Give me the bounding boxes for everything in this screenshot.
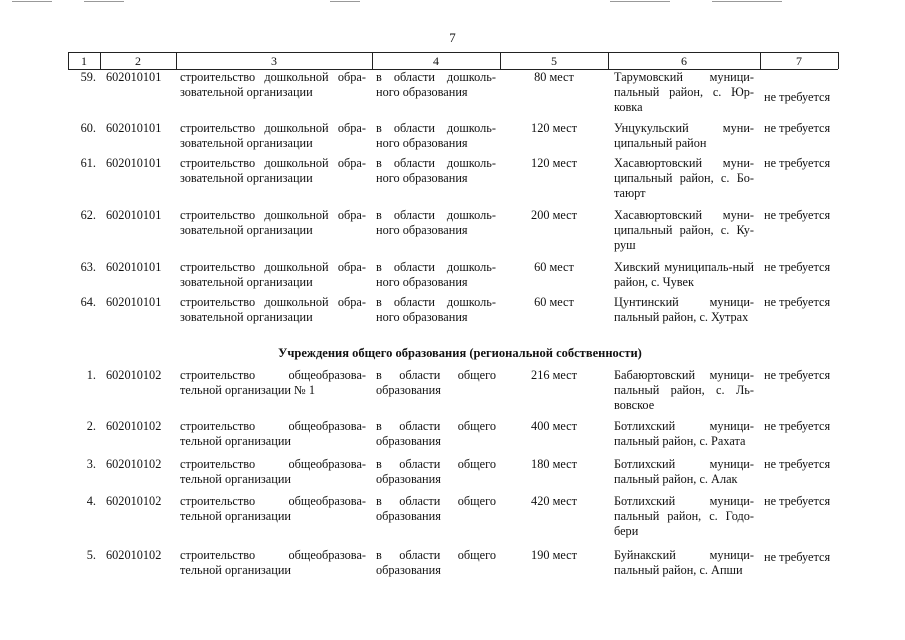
row-area: в области дошколь-ного образования: [376, 208, 496, 237]
table-row: [0, 494, 905, 546]
table-row: [0, 368, 905, 418]
scan-mark: [330, 1, 360, 2]
row-requirement: не требуется: [764, 156, 831, 170]
row-capacity: 80 мест: [534, 70, 574, 84]
row-number: 1.: [86, 368, 96, 382]
row-number: 64.: [80, 295, 96, 309]
row-location: Тарумовский муници-пальный район, с. Юр-ковка: [614, 70, 754, 114]
scan-mark: [12, 1, 52, 2]
row-area: в области общего образования: [376, 419, 496, 448]
row-name: строительство общеобразова-тельной организации: [180, 419, 366, 448]
row-requirement: не требуется: [764, 208, 831, 222]
scan-mark: [84, 1, 124, 2]
row-code: 602010102: [106, 494, 162, 508]
row-number: 63.: [80, 260, 96, 274]
row-capacity: 400 мест: [531, 419, 577, 433]
row-location: Хасавюртовский муни-ципальный район, с. Бо-таюрт: [614, 156, 754, 200]
row-area: в области дошколь-ного образования: [376, 295, 496, 324]
row-area: в области общего образования: [376, 368, 496, 397]
row-name: строительство дошкольной обра-зовательной организации: [180, 295, 366, 324]
row-capacity: 180 мест: [531, 457, 577, 471]
row-capacity: 200 мест: [531, 208, 577, 222]
row-name: строительство общеобразова-тельной организации: [180, 494, 366, 523]
row-code: 602010101: [106, 121, 162, 135]
row-code: 602010102: [106, 548, 162, 562]
row-number: 2.: [86, 419, 96, 433]
row-location: Ботлихский муници-пальный район, с. Годо-бери: [614, 494, 754, 538]
row-name: строительство общеобразова-тельной организации № 1: [180, 368, 366, 397]
row-number: 3.: [86, 457, 96, 471]
row-capacity: 120 мест: [531, 156, 577, 170]
row-area: в области общего образования: [376, 548, 496, 577]
row-requirement: не требуется: [764, 295, 831, 309]
row-code: 602010101: [106, 260, 162, 274]
header-cell: 1: [81, 54, 87, 68]
row-capacity: 190 мест: [531, 548, 577, 562]
table-row: [0, 548, 905, 584]
row-number: 62.: [80, 208, 96, 222]
header-cell: 4: [433, 54, 439, 68]
row-area: в области общего образования: [376, 457, 496, 486]
row-requirement: не требуется: [764, 494, 831, 508]
table-row: [0, 419, 905, 457]
row-location: Хивский муниципаль-ный район, с. Чувек: [614, 260, 754, 289]
row-name: строительство дошкольной обра-зовательной организации: [180, 260, 366, 289]
row-requirement: не требуется: [764, 260, 831, 274]
table-row: [0, 156, 905, 208]
row-capacity: 420 мест: [531, 494, 577, 508]
row-code: 602010102: [106, 368, 162, 382]
row-number: 61.: [80, 156, 96, 170]
row-name: строительство общеобразова-тельной организации: [180, 548, 366, 577]
row-number: 59.: [80, 70, 96, 84]
row-capacity: 216 мест: [531, 368, 577, 382]
row-requirement: не требуется: [764, 121, 831, 135]
row-area: в области дошколь-ного образования: [376, 156, 496, 185]
row-name: строительство дошкольной обра-зовательной организации: [180, 70, 366, 99]
row-code: 602010102: [106, 419, 162, 433]
row-code: 602010101: [106, 295, 162, 309]
row-code: 602010102: [106, 457, 162, 471]
row-requirement: не требуется: [764, 419, 831, 433]
section-title: Учреждения общего образования (региональной собственности): [278, 346, 642, 360]
header-cell: 6: [681, 54, 687, 68]
row-area: в области дошколь-ного образования: [376, 121, 496, 150]
row-area: в области общего образования: [376, 494, 496, 523]
row-location: Хасавюртовский муни-ципальный район, с. Ку-руш: [614, 208, 754, 252]
row-capacity: 60 мест: [534, 260, 574, 274]
scan-mark: [712, 1, 782, 2]
row-number: 60.: [80, 121, 96, 135]
table-row: [0, 295, 905, 345]
row-code: 602010101: [106, 208, 162, 222]
row-name: строительство дошкольной обра-зовательной организации: [180, 156, 366, 185]
row-location: Ботлихский муници-пальный район, с. Рахата: [614, 419, 754, 448]
row-location: Буйнакский муници-пальный район, с. Апши: [614, 548, 754, 577]
row-area: в области дошколь-ного образования: [376, 260, 496, 289]
table-row: [0, 457, 905, 495]
row-requirement: не требуется: [764, 368, 831, 382]
row-capacity: 60 мест: [534, 295, 574, 309]
row-name: строительство дошкольной обра-зовательной организации: [180, 208, 366, 237]
header-cell: 3: [271, 54, 277, 68]
row-location: Бабаюртовский муници-пальный район, с. Ль-вовское: [614, 368, 754, 412]
row-code: 602010101: [106, 70, 162, 84]
table-row: [0, 260, 905, 295]
row-name: строительство дошкольной обра-зовательной организации: [180, 121, 366, 150]
row-requirement: не требуется: [764, 457, 831, 471]
scan-mark: [610, 1, 670, 2]
row-number: 5.: [86, 548, 96, 562]
row-requirement: не требуется: [764, 90, 831, 104]
row-location: Цунтинский муници-пальный район, с. Хутрах: [614, 295, 754, 324]
row-requirement: не требуется: [764, 550, 831, 564]
header-cell: 5: [551, 54, 557, 68]
header-cell: 2: [135, 54, 141, 68]
table-row: [0, 121, 905, 156]
page-number: 7: [449, 30, 456, 45]
row-name: строительство общеобразова-тельной организации: [180, 457, 366, 486]
table-row: [0, 70, 905, 122]
row-location: Ботлихский муници-пальный район, с. Алак: [614, 457, 754, 486]
row-location: Унцукульский муни-ципальный район: [614, 121, 754, 150]
row-code: 602010101: [106, 156, 162, 170]
header-col-separator: [838, 52, 839, 69]
row-area: в области дошколь-ного образования: [376, 70, 496, 99]
header-cell: 7: [796, 54, 802, 68]
table-row: [0, 208, 905, 260]
row-capacity: 120 мест: [531, 121, 577, 135]
row-number: 4.: [86, 494, 96, 508]
